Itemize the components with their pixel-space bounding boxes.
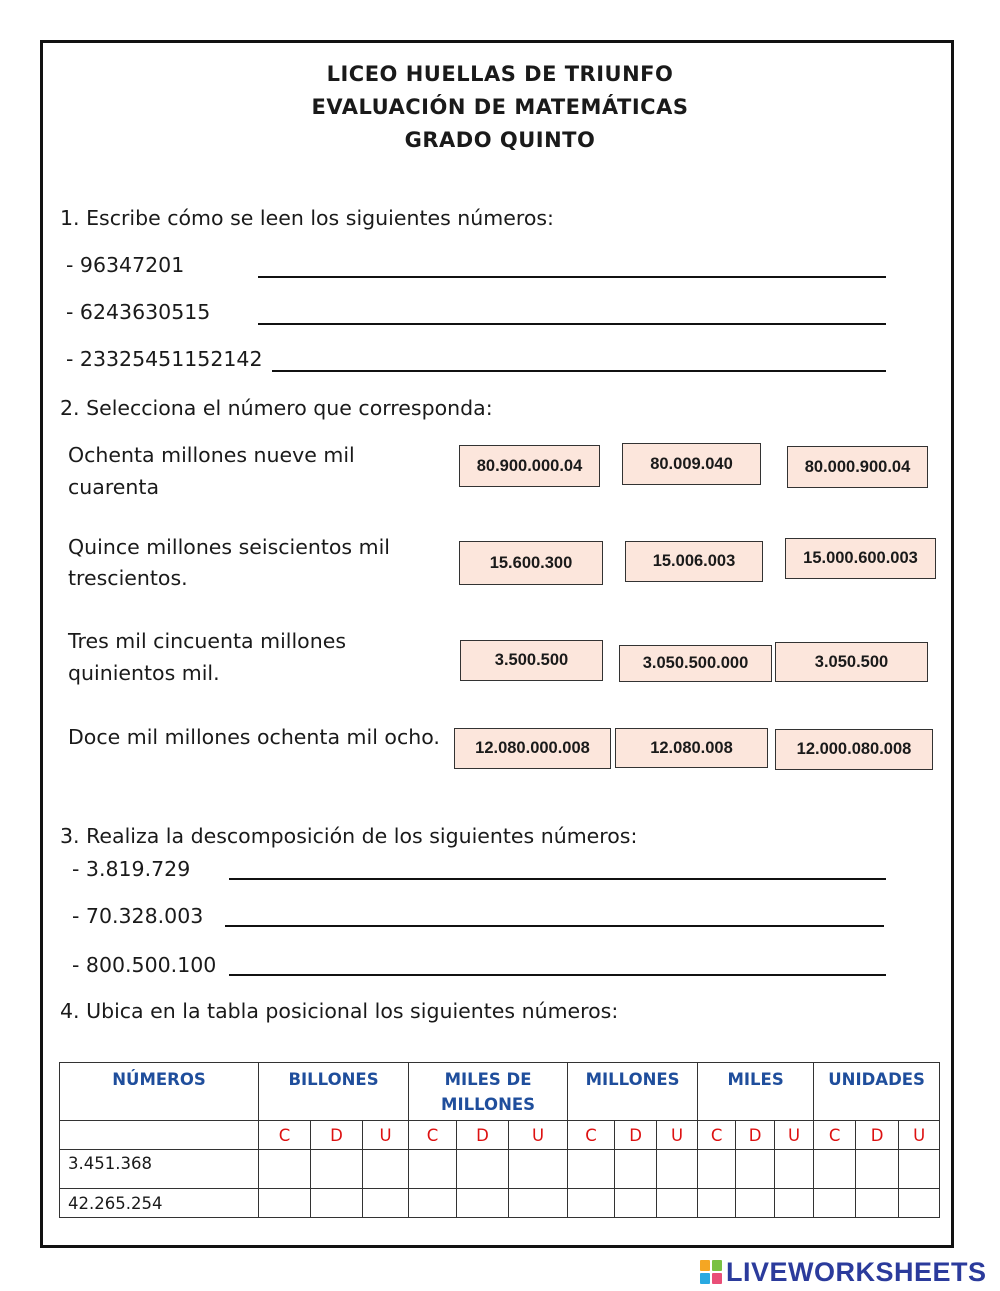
digit-cell[interactable] (409, 1189, 457, 1218)
q2-row2-option-2[interactable] (625, 541, 763, 582)
header-line: MILES DE (444, 1070, 532, 1089)
place-value-table (59, 1062, 940, 1218)
col-letter: U (363, 1121, 409, 1150)
q1-answer-line-3[interactable] (272, 370, 886, 372)
q2-row4-option-3[interactable] (775, 729, 933, 770)
q4-prompt: 4. Ubica en la tabla posicional los siguientes números: (60, 999, 619, 1023)
logo-text: LIVEWORKSHEETS (726, 1256, 987, 1287)
q3-number-3: - 800.500.100 (72, 953, 217, 977)
digit-cell[interactable] (899, 1189, 940, 1218)
digit-cell[interactable] (657, 1150, 698, 1189)
digit-cell[interactable] (457, 1189, 509, 1218)
q1-number-2: - 6243630515 (66, 300, 211, 324)
q1-number-1: - 96347201 (66, 253, 185, 277)
col-letter: U (775, 1121, 814, 1150)
q2-row1-option-3[interactable] (787, 446, 928, 488)
q2-row3-option-2[interactable] (619, 645, 772, 682)
digit-cell[interactable] (509, 1189, 568, 1218)
digit-cell[interactable] (568, 1189, 615, 1218)
digit-cell[interactable] (363, 1150, 409, 1189)
digit-cell[interactable] (856, 1189, 899, 1218)
digit-cell[interactable] (363, 1189, 409, 1218)
liveworksheets-logo[interactable] (700, 1257, 987, 1287)
option-label: 80.000.900.04 (804, 457, 911, 476)
digit-cell[interactable] (615, 1189, 657, 1218)
option-label: 3.050.500.000 (642, 654, 749, 672)
logo-block (712, 1260, 722, 1271)
q1-prompt: 1. Escribe cómo se leen los siguientes números: (60, 206, 554, 230)
header-miles: MILES (698, 1063, 814, 1121)
digit-cell[interactable] (899, 1150, 940, 1189)
col-letter: D (736, 1121, 775, 1150)
digit-cell[interactable] (736, 1150, 775, 1189)
q2-row1-text-line2: cuarenta (68, 475, 160, 499)
digit-cell[interactable] (311, 1189, 363, 1218)
q2-row4-option-1[interactable] (454, 728, 611, 769)
row-number: 42.265.254 (60, 1189, 259, 1218)
q3-number-2: - 70.328.003 (72, 904, 204, 928)
q2-row2-option-3[interactable] (785, 538, 936, 579)
option-label: 15.600.300 (489, 553, 573, 572)
q2-row4-text-line1: Doce mil millones ochenta mil ocho. (68, 725, 440, 749)
option-label: 80.009.040 (650, 454, 733, 473)
q2-row3-option-3[interactable] (775, 642, 928, 682)
row-number: 3.451.368 (60, 1150, 259, 1189)
digit-cell[interactable] (736, 1189, 775, 1218)
col-letter: C (698, 1121, 736, 1150)
col-letter: D (615, 1121, 657, 1150)
digit-cell[interactable] (698, 1189, 736, 1218)
option-label: 3.500.500 (494, 651, 569, 669)
col-letter: C (814, 1121, 856, 1150)
col-letter: U (899, 1121, 940, 1150)
digit-cell[interactable] (259, 1150, 311, 1189)
q3-answer-line-3[interactable] (229, 974, 886, 976)
q1-number-3: - 23325451152142 (66, 347, 263, 371)
grade-title: GRADO QUINTO (404, 128, 596, 152)
digit-cell[interactable] (259, 1189, 311, 1218)
col-letter: D (311, 1121, 363, 1150)
digit-cell[interactable] (698, 1150, 736, 1189)
q2-prompt: 2. Selecciona el número que corresponda: (60, 396, 493, 420)
logo-blocks-icon (700, 1260, 722, 1284)
logo-block (700, 1260, 710, 1271)
header-billones: BILLONES (259, 1063, 409, 1121)
table-header-row (60, 1063, 940, 1121)
q3-answer-line-1[interactable] (229, 878, 886, 880)
q3-number-1: - 3.819.729 (72, 857, 191, 881)
logo-block (700, 1273, 710, 1284)
digit-cell[interactable] (457, 1150, 509, 1189)
table-subheader-row (60, 1121, 940, 1150)
subheader-blank (60, 1121, 259, 1150)
digit-cell[interactable] (509, 1150, 568, 1189)
q2-row3-option-1[interactable] (460, 640, 603, 681)
digit-cell[interactable] (615, 1150, 657, 1189)
digit-cell[interactable] (311, 1150, 363, 1189)
logo-block (712, 1273, 722, 1284)
option-label: 12.080.008 (650, 738, 733, 757)
header-line: MILLONES (441, 1095, 536, 1114)
option-label: 3.050.500 (814, 652, 889, 671)
exam-title: EVALUACIÓN DE MATEMÁTICAS (311, 95, 689, 119)
header-miles-de-millones (409, 1063, 568, 1121)
option-label: 12.000.080.008 (796, 740, 912, 758)
q2-row2-text-line1: Quince millones seiscientos mil (68, 535, 390, 559)
digit-cell[interactable] (814, 1189, 856, 1218)
digit-cell[interactable] (657, 1189, 698, 1218)
q2-row1-option-2[interactable] (622, 443, 761, 485)
table-row (60, 1150, 940, 1189)
q2-row2-text-line2: trescientos. (68, 566, 188, 590)
header-numbers: NÚMEROS (60, 1063, 259, 1121)
q2-row3-text-line2: quinientos mil. (68, 661, 220, 685)
option-label: 80.900.000.04 (476, 456, 583, 475)
option-label: 15.006.003 (652, 552, 736, 570)
q2-row2-option-1[interactable] (459, 541, 603, 585)
col-letter: D (856, 1121, 899, 1150)
col-letter: D (457, 1121, 509, 1150)
col-letter: C (568, 1121, 615, 1150)
q1-answer-line-1[interactable] (258, 276, 886, 278)
digit-cell[interactable] (856, 1150, 899, 1189)
table-row (60, 1189, 940, 1218)
digit-cell[interactable] (814, 1150, 856, 1189)
q3-prompt: 3. Realiza la descomposición de los siguientes números: (60, 824, 638, 848)
header-millones: MILLONES (568, 1063, 698, 1121)
header-unidades: UNIDADES (814, 1063, 940, 1121)
q2-row1-text-line1: Ochenta millones nueve mil (68, 443, 355, 467)
digit-cell[interactable] (409, 1150, 457, 1189)
q2-row3-text-line1: Tres mil cincuenta millones (68, 629, 347, 653)
digit-cell[interactable] (568, 1150, 615, 1189)
q1-answer-line-2[interactable] (258, 323, 886, 325)
col-letter: C (259, 1121, 311, 1150)
q2-row4-option-2[interactable] (615, 728, 768, 768)
digit-cell[interactable] (775, 1189, 814, 1218)
col-letter: C (409, 1121, 457, 1150)
col-letter: U (509, 1121, 568, 1150)
q3-answer-line-2[interactable] (225, 925, 884, 927)
option-label: 12.080.000.008 (475, 739, 590, 757)
col-letter: U (657, 1121, 698, 1150)
option-label: 15.000.600.003 (803, 549, 918, 567)
q2-row1-option-1[interactable] (459, 445, 600, 487)
digit-cell[interactable] (775, 1150, 814, 1189)
school-title: LICEO HUELLAS DE TRIUNFO (326, 62, 674, 86)
